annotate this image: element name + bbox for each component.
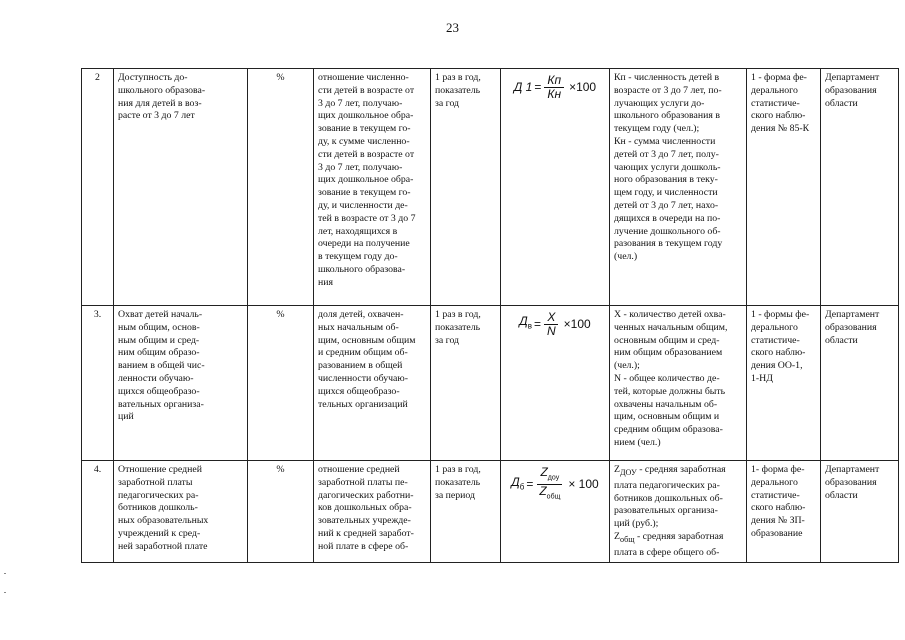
text-line: 1 раз в год, — [435, 72, 481, 83]
text-line: статистиче- — [751, 97, 800, 109]
formula-fraction — [544, 74, 564, 101]
text-line: ных образовательных — [118, 515, 209, 527]
data-source-cell — [747, 69, 821, 306]
text-line: ния — [318, 276, 333, 288]
text-line: (чел.) — [614, 251, 638, 263]
text-line: образования — [825, 84, 877, 96]
unit-cell: % — [248, 69, 314, 306]
variables-cell — [610, 461, 747, 563]
indicator-row — [82, 69, 899, 306]
text-line: очереди на получение — [318, 238, 410, 250]
text-line: за год — [435, 334, 460, 346]
text-line: щихся общеобразо- — [318, 385, 400, 397]
text-line: лет, находящихся в — [318, 225, 398, 237]
text-line: 1- форма фе- — [751, 464, 805, 475]
row-number-cell: 2 — [82, 69, 114, 306]
formula-fraction — [536, 466, 563, 504]
formula — [505, 309, 605, 338]
period-cell — [431, 461, 501, 563]
unit-cell: % — [248, 306, 314, 461]
text-line: дения ОО-1, — [751, 360, 803, 372]
text-line: щем году, и численности — [614, 187, 718, 199]
text-line: ным общим и сред- — [118, 334, 200, 346]
text-line: 3 до 7 лет, получаю- — [318, 161, 403, 173]
formula-equals: = — [534, 80, 542, 95]
text-line: дения № ЗП- — [751, 515, 805, 527]
text-line: и средним общим об- — [318, 347, 408, 359]
text-line: детей от 3 до 7 лет, нахо- — [614, 199, 719, 211]
text-line: показатель — [435, 321, 481, 333]
text-line: X - количество детей охва- — [614, 309, 726, 320]
text-line: разования в текущем году — [614, 238, 723, 250]
text-line: ду, и численности де- — [318, 199, 408, 211]
text-line: $Z_{ДОУ}$ - средняя заработная — [614, 464, 726, 477]
formula-numerator: X — [544, 311, 558, 325]
formula-equals: = — [526, 477, 534, 492]
text-line: в текущем году до- — [318, 251, 398, 263]
text-line: щим, основным общим — [318, 334, 416, 346]
text-line: Доступность до- — [118, 72, 188, 83]
text-line: зование в текущем го- — [318, 187, 411, 199]
text-line: детей от 3 до 7 лет, полу- — [614, 148, 719, 160]
text-line: ним общим образованием — [614, 347, 723, 359]
text-line: ского наблю- — [751, 347, 806, 359]
text-line: статистиче- — [751, 334, 800, 346]
formula-equals: = — [533, 317, 541, 332]
text-line: ванием в общей чис- — [118, 360, 205, 372]
text-line: ним общим образо- — [118, 347, 200, 359]
text-line: педагогических ра- — [118, 489, 199, 501]
text-line: щих дошкольное обра- — [318, 174, 414, 186]
text-line: дагогических работни- — [318, 489, 414, 501]
subscript: ДОУ — [619, 467, 637, 477]
indicator-name-cell — [114, 306, 248, 461]
text-line: сти детей в возрасте от — [318, 84, 415, 96]
text-line: средним общим образова- — [614, 424, 723, 436]
numerator-subscript: доу — [547, 474, 560, 482]
text-line: Департамент — [825, 309, 880, 320]
text-line: сти детей в возрасте от — [318, 148, 415, 160]
formula — [505, 464, 605, 504]
period-cell — [431, 69, 501, 306]
text-line: образования — [825, 321, 877, 333]
formula-lhs-subscript: б — [519, 482, 525, 492]
text-line: ным общим, основ- — [118, 321, 200, 333]
text-line: Департамент — [825, 464, 880, 475]
formula-denominator: $Z_{общ}$ — [539, 484, 561, 501]
indicator-name-cell — [114, 461, 248, 563]
text-line: Охват детей началь- — [118, 309, 203, 320]
text-line: показатель — [435, 84, 481, 96]
indicator-row — [82, 306, 899, 461]
text-line: N - общее количество де- — [614, 372, 720, 384]
page-number: 23 — [446, 20, 459, 35]
text-line: ней заработной плате — [118, 540, 208, 552]
text-line: школьного образова- — [318, 263, 406, 275]
formula-lhs: Д 1 — [513, 80, 533, 95]
text-line: показатель — [435, 476, 481, 488]
unit-cell: % — [248, 461, 314, 563]
text-line: Департамент — [825, 72, 880, 83]
text-line: ботников дошкольных об- — [614, 492, 723, 504]
text-line: Кн - сумма численности — [614, 135, 716, 147]
text-line: нием (чел.) — [614, 436, 661, 448]
denominator-subscript: общ — [546, 493, 561, 501]
text-line: ленности обучаю- — [118, 372, 194, 384]
text-line: плата в сфере общего об- — [614, 546, 720, 558]
subscript: общ — [619, 534, 635, 544]
formula-lhs-subscript: в — [527, 321, 532, 331]
text-line: плата педагогических ра- — [614, 479, 720, 491]
formula-multiplier: ×100 — [569, 80, 597, 95]
text-line: ского наблю- — [751, 502, 806, 514]
text-line: ного образования в теку- — [614, 174, 718, 186]
text-line: разованием в общей — [318, 360, 403, 372]
text-line: текущем году (чел.); — [614, 123, 700, 135]
indicator-name-cell — [114, 69, 248, 306]
text-line: ной плате в сфере об- — [318, 540, 409, 552]
text-line: области — [825, 489, 858, 501]
formula-numerator: $Z_{доу}$ — [537, 466, 562, 485]
formula-denominator: Кн — [547, 87, 562, 101]
text-line: щим, основным общим и — [614, 411, 720, 423]
formula-fraction — [544, 311, 559, 338]
text-line: разовательных организа- — [614, 505, 718, 517]
text-line: за год — [435, 97, 460, 109]
text-line: ду, к сумме численно- — [318, 135, 410, 147]
text-line: отношение средней — [318, 464, 400, 475]
text-line: 1-НД — [751, 372, 773, 384]
scan-mark — [4, 592, 6, 593]
indicator-row — [82, 461, 899, 563]
text-line: доля детей, охвачен- — [318, 309, 404, 320]
definition-cell — [314, 69, 431, 306]
definition-cell — [314, 461, 431, 563]
text-line: ций — [118, 411, 134, 423]
text-line: щихся общеобразо- — [118, 385, 200, 397]
text-line: ций (руб.); — [614, 518, 659, 530]
text-line: 1 - форма фе- — [751, 72, 807, 83]
text-line: ченных начальным общим, — [614, 321, 728, 333]
text-line: 1 раз в год, — [435, 464, 481, 475]
text-line: ния для детей в воз- — [118, 97, 202, 109]
text-line: области — [825, 334, 858, 346]
row-number-cell: 3. — [82, 306, 114, 461]
formula-denominator: N — [547, 324, 556, 338]
text-line: щих дошкольное обра- — [318, 110, 414, 122]
formula-cell — [501, 461, 610, 563]
responsible-cell — [821, 69, 899, 306]
text-line: основным общим и сред- — [614, 334, 720, 346]
text-line: области — [825, 97, 858, 109]
text-line: 3 до 7 лет, получаю- — [318, 97, 403, 109]
text-line: дения № 85-К — [751, 123, 810, 135]
text-line: ний к средней заработ- — [318, 527, 414, 539]
text-line: учреждений к сред- — [118, 527, 201, 539]
text-line: тей в возрасте от 3 до 7 — [318, 212, 416, 224]
text-line: отношение численно- — [318, 72, 409, 83]
text-line: $Z_{общ}$ - средняя заработная — [614, 530, 724, 544]
text-line: 1 - формы фе- — [751, 309, 810, 320]
variables-cell — [610, 306, 747, 461]
formula-lhs: $Д_б$ — [511, 474, 525, 492]
text-line: дящихся в очереди на по- — [614, 212, 721, 224]
scan-mark — [4, 573, 6, 574]
formula-multiplier: ×100 — [563, 317, 591, 332]
text-line: ского наблю- — [751, 110, 806, 122]
text-line: школьного образова- — [118, 84, 206, 96]
text-line: ботников дошколь- — [118, 502, 198, 514]
text-line: ных начальным об- — [318, 321, 399, 333]
formula-lhs: $Д_в$ — [519, 314, 532, 331]
indicators-table — [81, 68, 899, 563]
text-line: статистиче- — [751, 489, 800, 501]
formula — [505, 72, 605, 101]
text-line: (чел.); — [614, 360, 640, 372]
text-line: охвачены начальным об- — [614, 398, 718, 410]
text-line: дерального — [751, 476, 798, 488]
text-line: Отношение средней — [118, 464, 202, 475]
text-line: ков дошкольных обра- — [318, 502, 412, 514]
text-line: расте от 3 до 7 лет — [118, 110, 195, 122]
formula-numerator: Кп — [544, 74, 564, 88]
text-line: тельных организаций — [318, 398, 408, 410]
text-line: вательных организа- — [118, 398, 204, 410]
period-cell — [431, 306, 501, 461]
formula-cell — [501, 306, 610, 461]
text-line: возрасте от 3 до 7 лет, по- — [614, 84, 722, 96]
text-line: заработной платы пе- — [318, 476, 408, 488]
formula-cell — [501, 69, 610, 306]
row-number-cell: 4. — [82, 461, 114, 563]
text-line: лучающих услуги до- — [614, 97, 705, 109]
text-line: образование — [751, 527, 803, 539]
text-line: Кп - численность детей в — [614, 72, 720, 83]
text-line: 1 раз в год, — [435, 309, 481, 320]
text-line: школьного образования в — [614, 110, 720, 122]
data-source-cell — [747, 306, 821, 461]
text-line: численности обучаю- — [318, 372, 408, 384]
text-line: дерального — [751, 84, 798, 96]
text-line: чающих услуги дошколь- — [614, 161, 721, 173]
text-line: за период — [435, 489, 476, 501]
responsible-cell — [821, 306, 899, 461]
responsible-cell — [821, 461, 899, 563]
definition-cell — [314, 306, 431, 461]
text-line: дерального — [751, 321, 798, 333]
text-line: зовательных учрежде- — [318, 515, 411, 527]
variables-cell — [610, 69, 747, 306]
text-line: зование в текущем го- — [318, 123, 411, 135]
data-source-cell — [747, 461, 821, 563]
text-line: тей, которые должны быть — [614, 385, 726, 397]
text-line: лучение дошкольного об- — [614, 225, 721, 237]
formula-multiplier: × 100 — [568, 477, 599, 492]
text-line: образования — [825, 476, 877, 488]
text-line: заработной платы — [118, 476, 193, 488]
